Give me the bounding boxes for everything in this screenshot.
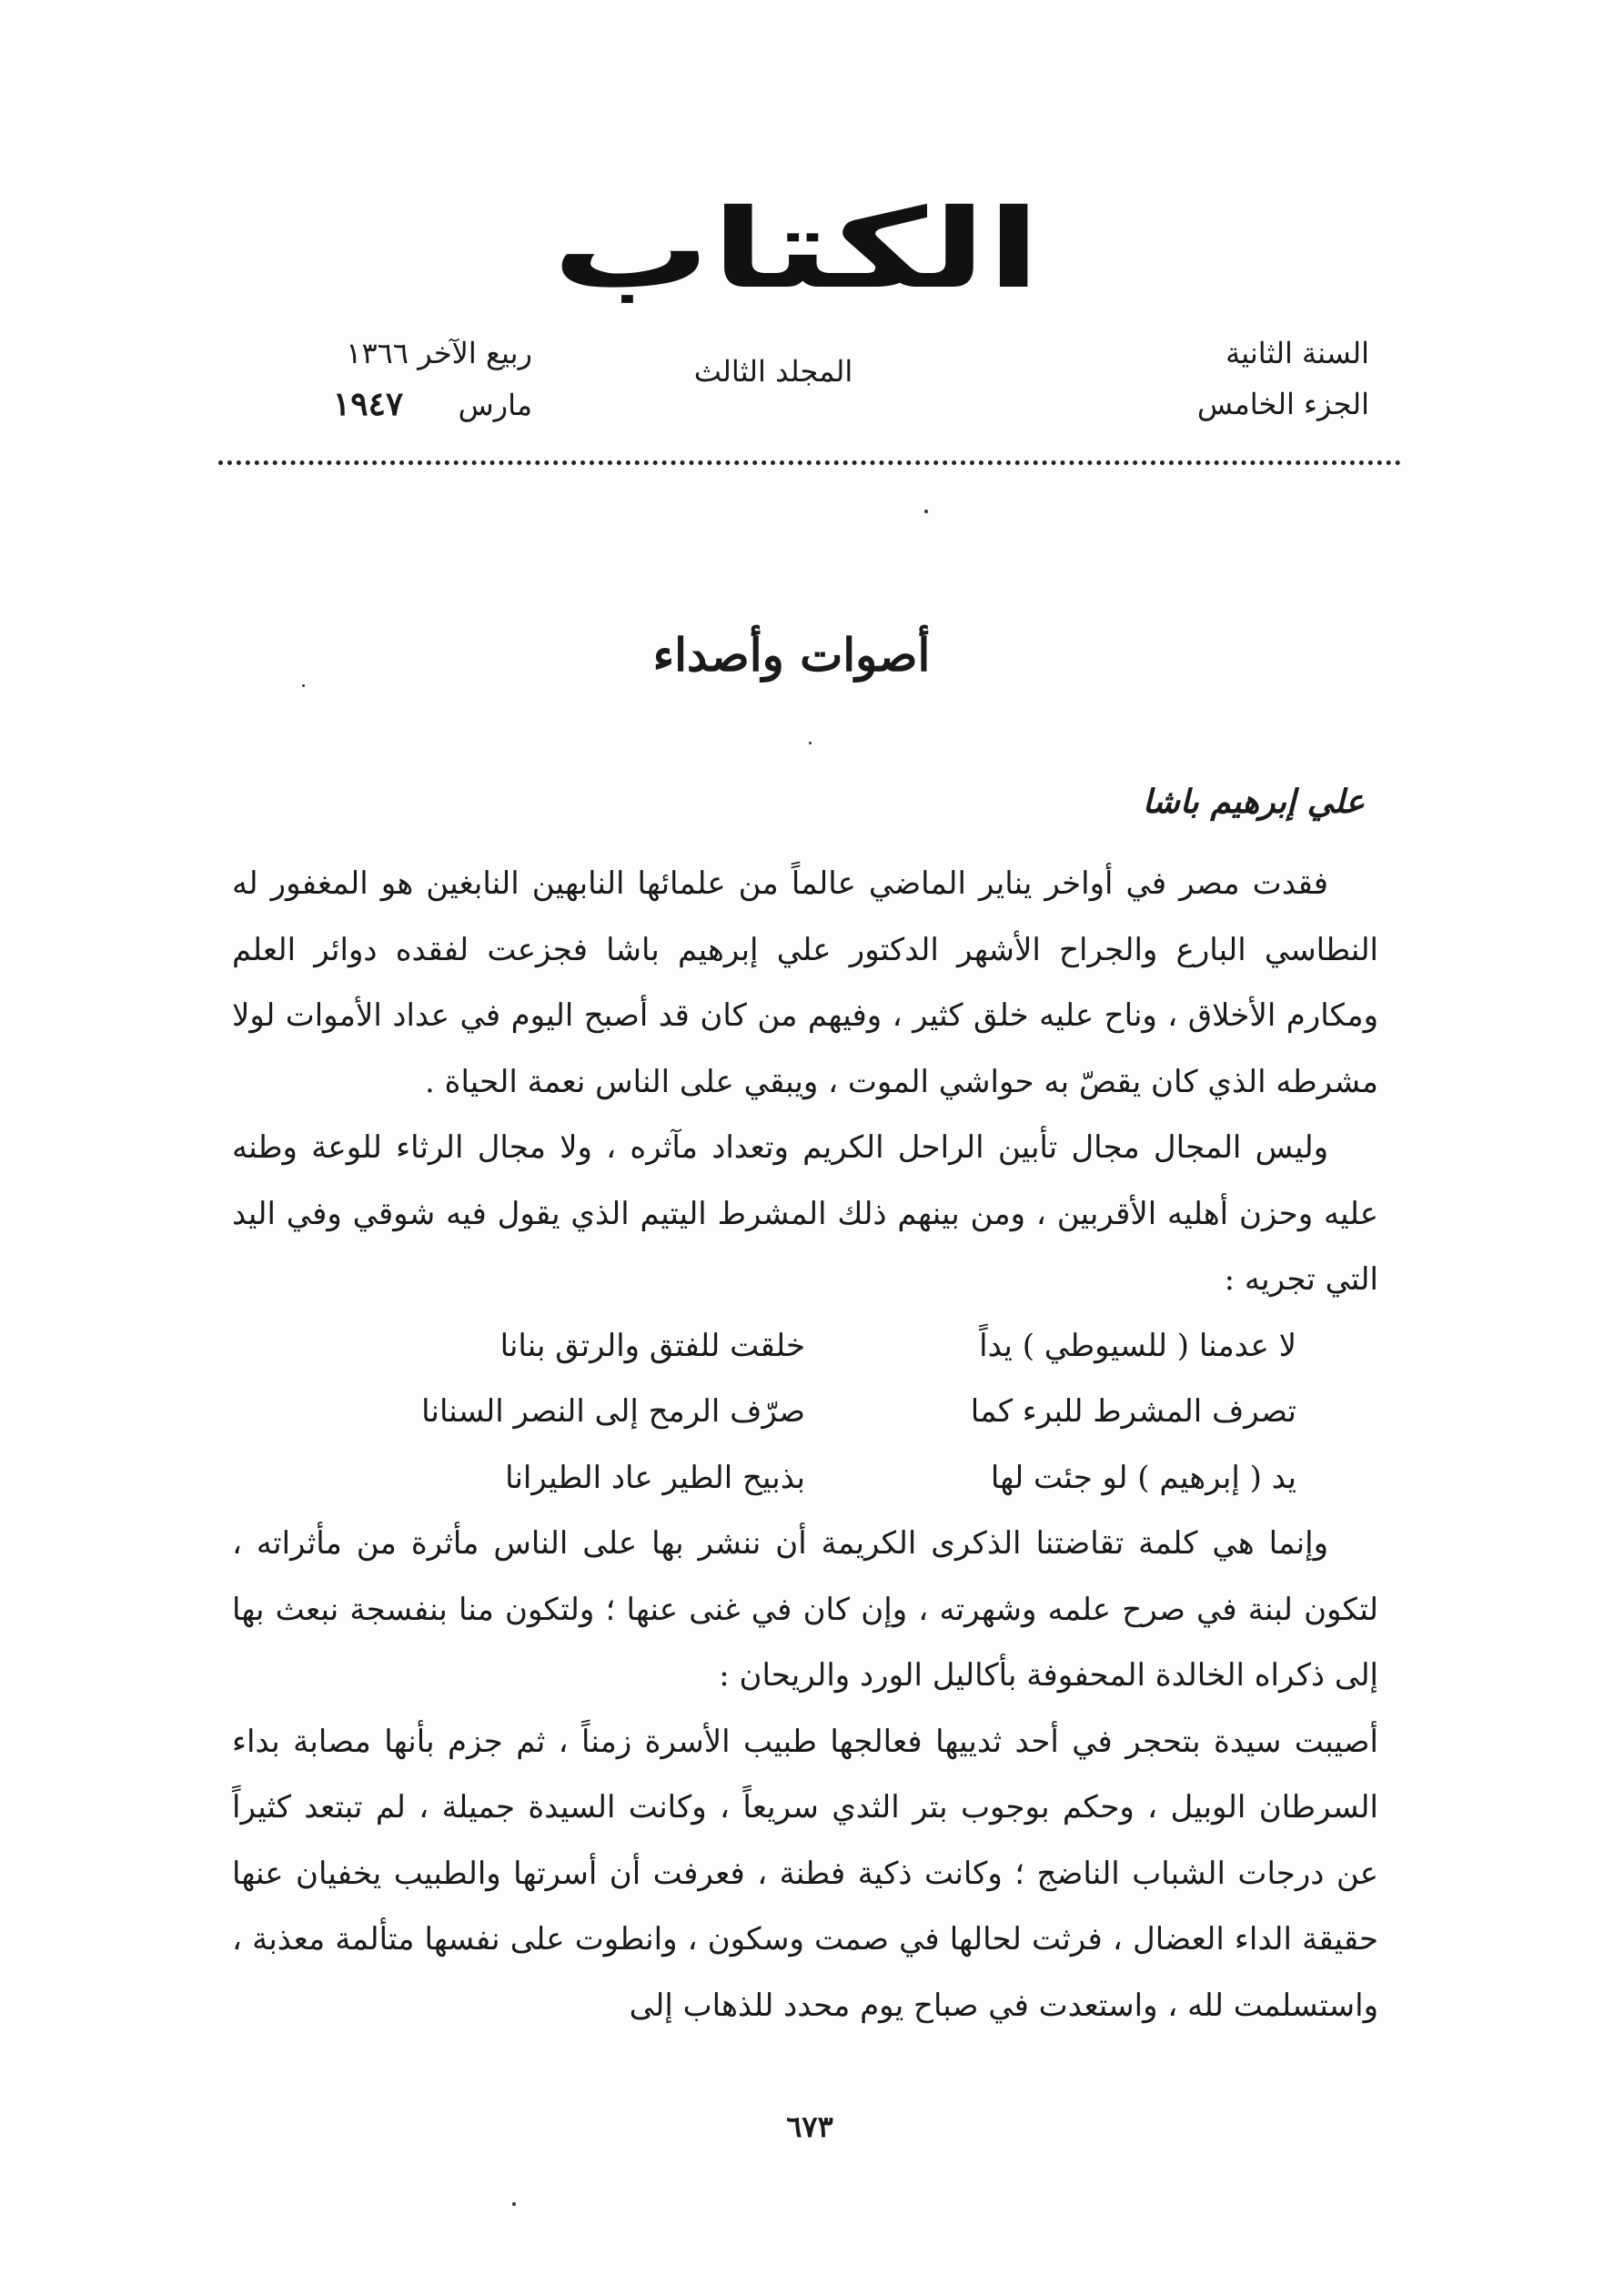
hijri-date: ربيع الآخر ١٣٦٦	[346, 336, 532, 370]
poem-line	[232, 1379, 1378, 1445]
poem-line	[232, 1313, 1378, 1380]
paragraph: وليس المجال مجال تأبين الراحل الكريم وتعداد مآثره ، ولا مجال الرثاء للوعة وطنه عليه وحزن أهليه الأقربين ، ومن بينهم ذلك المشرط اليتيم الذي يقول فيه شوقي وفي اليد التي تجريه :	[232, 1129, 1378, 1298]
article-title: أصوات وأصداء	[652, 628, 931, 682]
issue-info	[1096, 328, 1369, 430]
volume-label: المجلد الثالث	[693, 354, 853, 389]
poem-hemistich-first: لا عدمنا ( للسيوطي ) يداً	[979, 1327, 1296, 1364]
page-number: ٦٧٣	[786, 2109, 833, 2144]
dotted-divider	[218, 460, 1401, 465]
year-label: السنة الثانية	[1226, 336, 1369, 370]
print-speck	[809, 742, 812, 744]
gregorian-month: مارس	[458, 388, 532, 422]
poem-hemistich-second: خلقت للفتق والرتق بنانا	[499, 1327, 805, 1364]
poem-hemistich-first: يد ( إبرهيم ) لو جئت لها	[990, 1459, 1296, 1496]
part-label: الجزء الخامس	[1196, 387, 1369, 421]
print-speck	[512, 2202, 516, 2206]
paragraph: وإنما هي كلمة تقاضتنا الذكرى الكريمة أن ننشر بها على الناس مأثرة من مأثراته ، لتكون لبنة في صرح علمه وشهرته ، وإن كان في غنى عنها ؛ ولتكون منا بنفسجة نبعث بها إلى ذكراه الخالدة المحفوفة بأكاليل الورد والريحان :	[232, 1525, 1378, 1694]
gregorian-date	[259, 379, 532, 430]
poem-line	[232, 1445, 1378, 1512]
poem-hemistich-first: تصرف المشرط للبرء كما	[970, 1393, 1296, 1430]
volume-info	[637, 346, 910, 397]
poem-hemistich-second: بذبيح الطير عاد الطيرانا	[505, 1459, 805, 1496]
masthead-logo: الكتاب	[551, 187, 1041, 313]
article-subheading: علي إبرهيم باشا	[1142, 783, 1365, 821]
poem	[232, 1313, 1378, 1512]
paragraph: فقدت مصر في أواخر يناير الماضي عالماً من علمائها النابهين النابغين هو المغفور له النطاسي البارع والجراح الأشهر الدكتور علي إبرهيم باشا فجزعت لفقده دوائر العلم ومكارم الأخلاق ، وناح عليه خلق كثير ، وفيهم من كان قد أصبح اليوم في عداد الأموات لولا مشرطه الذي كان يقصّ به حواشي الموت ، ويبقي على الناس نعمة الحياة .	[232, 865, 1378, 1100]
masthead	[551, 182, 1041, 319]
paragraph: أصيبت سيدة بتحجر في أحد ثدييها فعالجها طبيب الأسرة زمناً ، ثم جزم بأنها مصابة بداء السرطان الوبيل ، وحكم بوجوب بتر الثدي سريعاً ، وكانت السيدة جميلة ، لم تبتعد كثيراً عن درجات الشباب الناضج ؛ وكانت ذكية فطنة ، فعرفت أن أسرتها والطبيب يخفيان عنها حقيقة الداء العضال ، فرثت لحالها في صمت وسكون ، وانطوت على نفسها متألمة معذبة ، واستسلمت لله ، واستعدت في صباح يوم محدد للذهاب إلى	[232, 1723, 1379, 2024]
print-speck	[924, 510, 928, 513]
date-info	[259, 328, 532, 430]
gregorian-year: ١٩٤٧	[332, 385, 404, 423]
article-body	[232, 851, 1378, 2038]
poem-hemistich-second: صرّف الرمح إلى النصر السنانا	[421, 1393, 805, 1430]
print-speck	[302, 684, 305, 687]
